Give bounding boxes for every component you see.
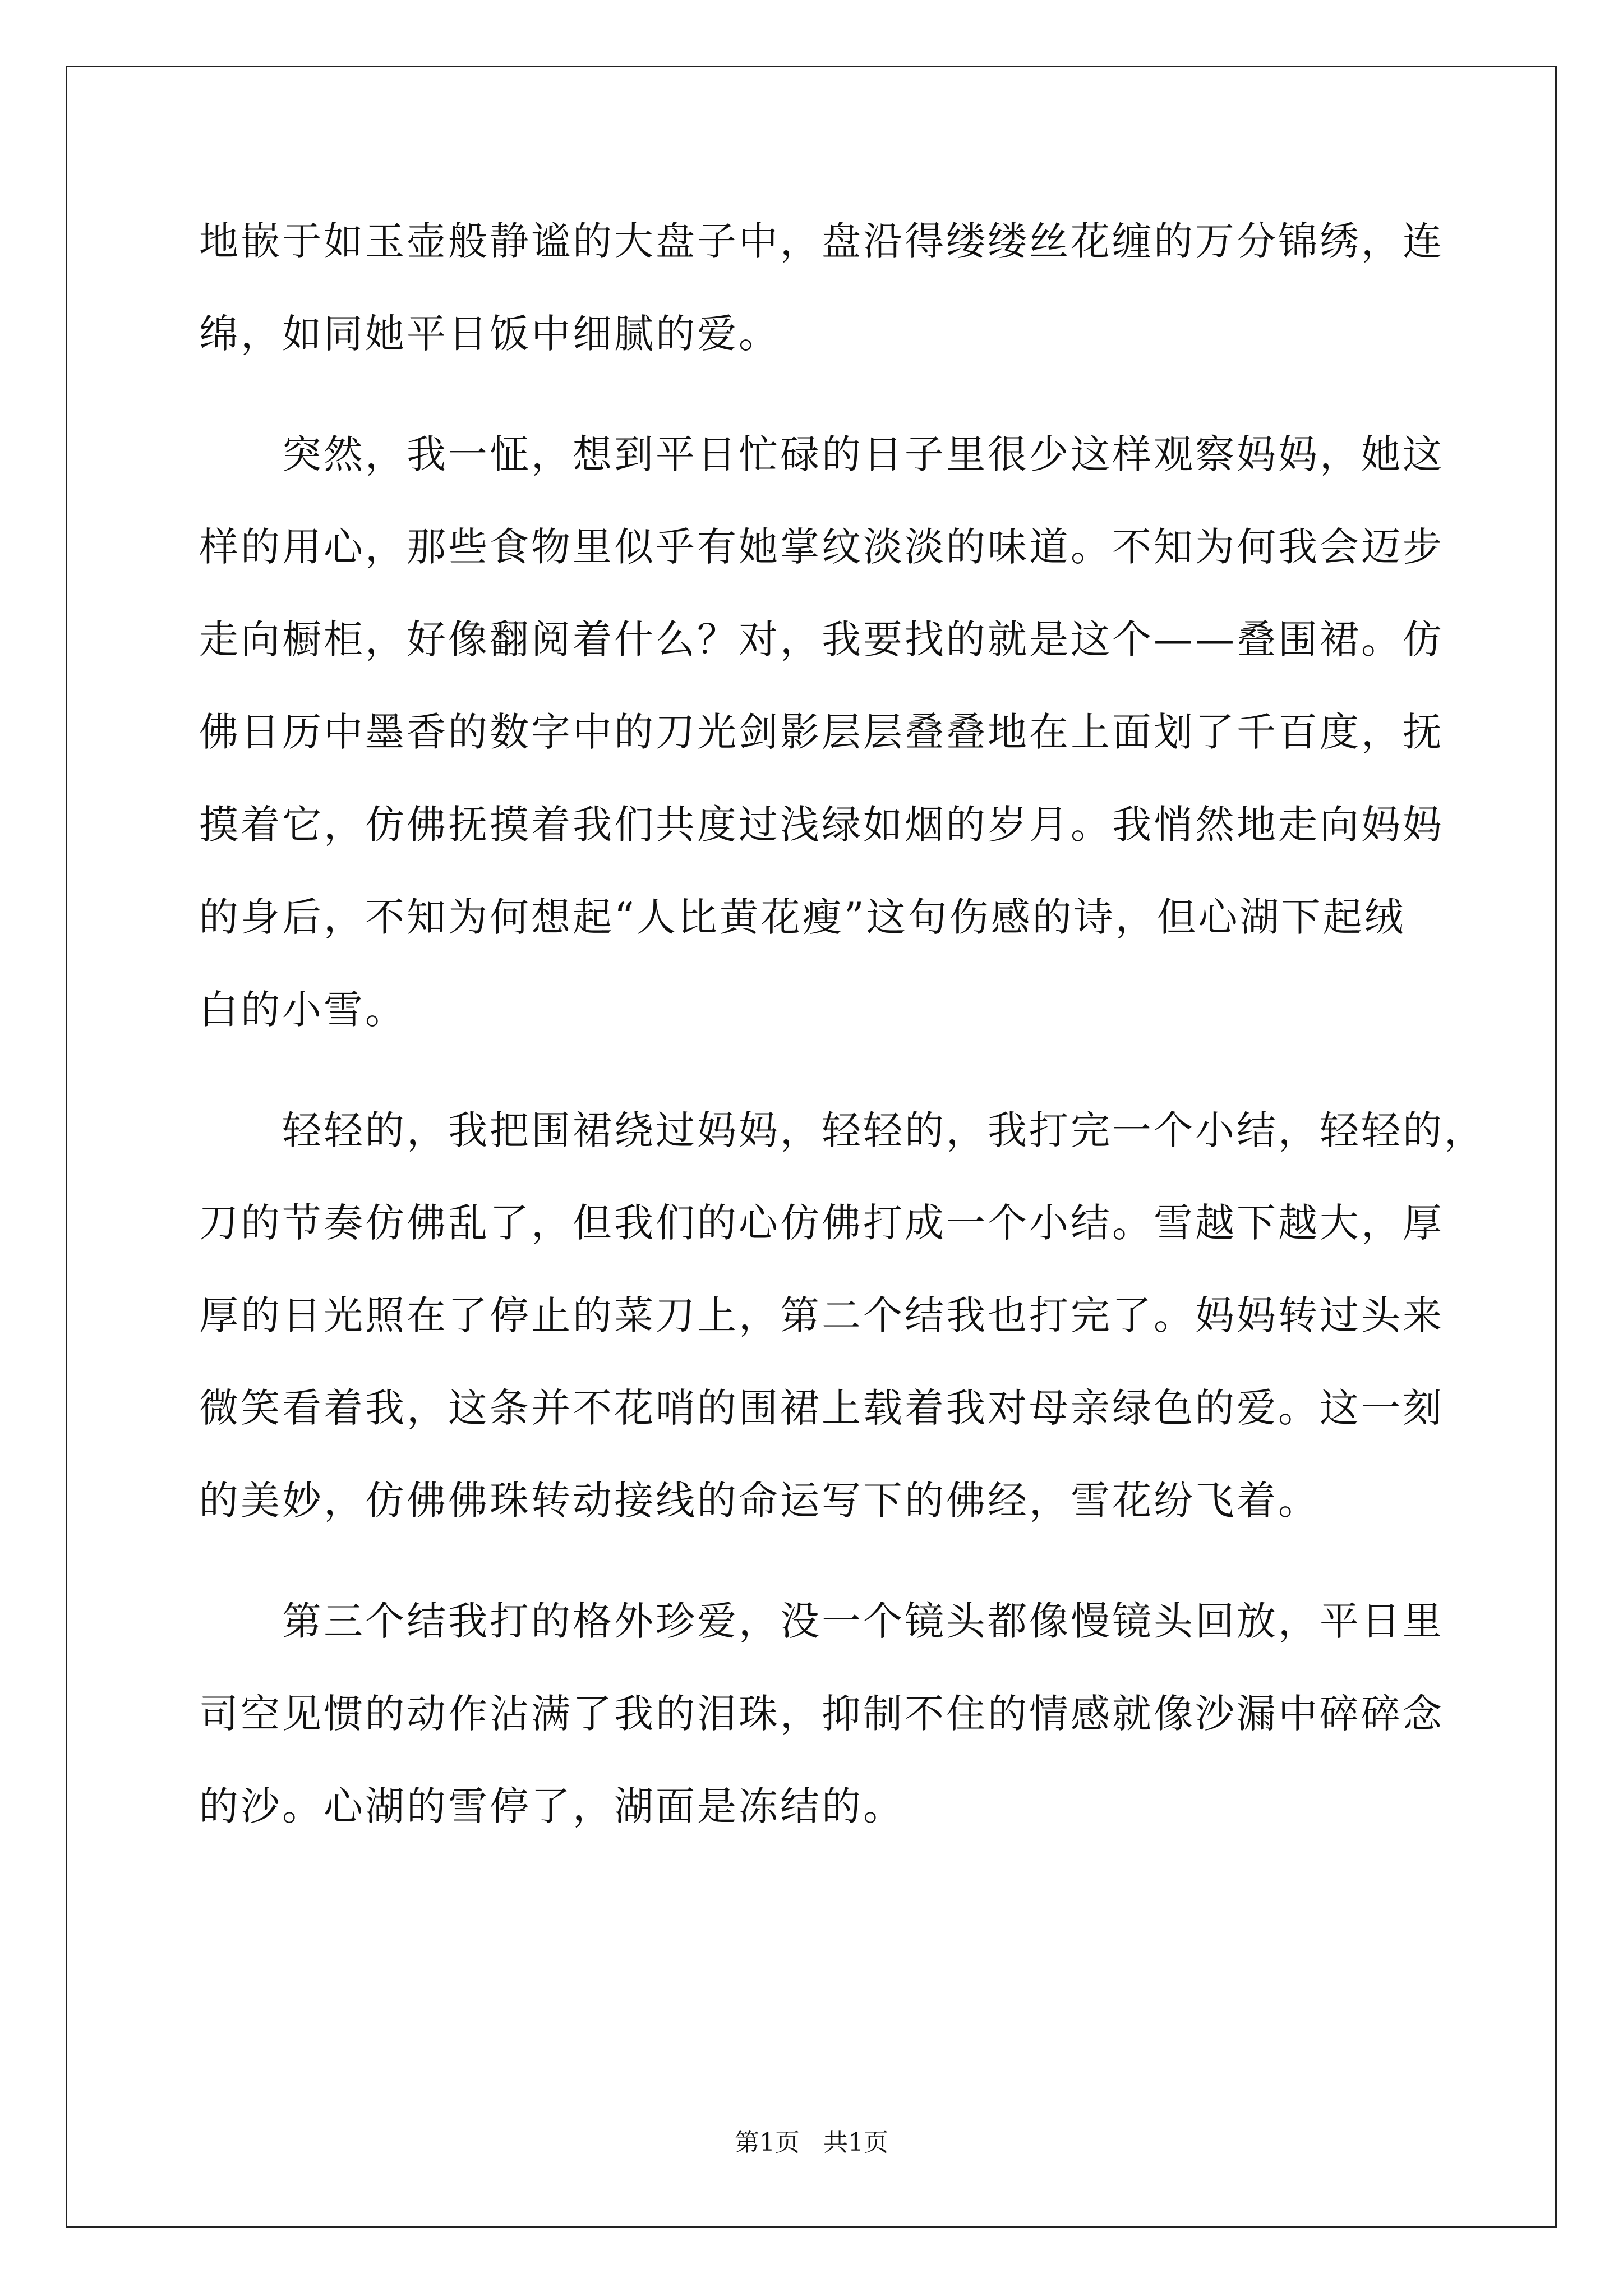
text-line: 佛日历中墨香的数字中的刀光剑影层层叠叠地在上面划了千百度，抚 (199, 709, 1444, 755)
text-line: 的沙。心湖的雪停了，湖面是冻结的。 (199, 1783, 905, 1829)
text-line: 厚的日光照在了停止的菜刀上，第二个结我也打完了。妈妈转过头来 (199, 1292, 1444, 1338)
paragraph-first-line: 轻轻的，我把围裙绕过妈妈，轻轻的，我打完一个小结，轻轻的， (282, 1107, 1486, 1153)
paragraph-first-line: 突然，我一怔，想到平日忙碌的日子里很少这样观察妈妈，她这 (282, 431, 1444, 477)
text-line: 的美妙，仿佛佛珠转动接线的命运写下的佛经，雪花纷飞着。 (199, 1478, 1320, 1524)
text-line: 绵，如同她平日饭中细腻的爱。 (199, 311, 780, 357)
text-line: 微笑看着我，这条并不花哨的围裙上载着我对母亲绿色的爱。这一刻 (199, 1385, 1444, 1431)
text-line: 地嵌于如玉壶般静谧的大盘子中，盘沿得缕缕丝花缠的万分锦绣，连 (199, 218, 1444, 264)
page-footer: 第1页 共1页 (735, 2128, 888, 2157)
text-line: 司空见惯的动作沾满了我的泪珠，抑制不住的情感就像沙漏中碎碎念 (199, 1691, 1444, 1737)
paragraph-first-line: 第三个结我打的格外珍爱，没一个镜头都像慢镜头回放，平日里 (282, 1598, 1444, 1644)
text-line: 的身后，不知为何想起“人比黄花瘦”这句伤感的诗，但心湖下起绒 (199, 894, 1406, 940)
text-line: 走向橱柜，好像翻阅着什么？对，我要找的就是这个——叠围裙。仿 (199, 616, 1444, 662)
text-line: 刀的节奏仿佛乱了，但我们的心仿佛打成一个小结。雪越下越大，厚 (199, 1200, 1444, 1246)
text-line: 摸着它，仿佛抚摸着我们共度过浅绿如烟的岁月。我悄然地走向妈妈 (199, 802, 1444, 848)
text-line: 样的用心，那些食物里似乎有她掌纹淡淡的味道。不知为何我会迈步 (199, 524, 1444, 570)
text-line: 白的小雪。 (199, 987, 407, 1033)
